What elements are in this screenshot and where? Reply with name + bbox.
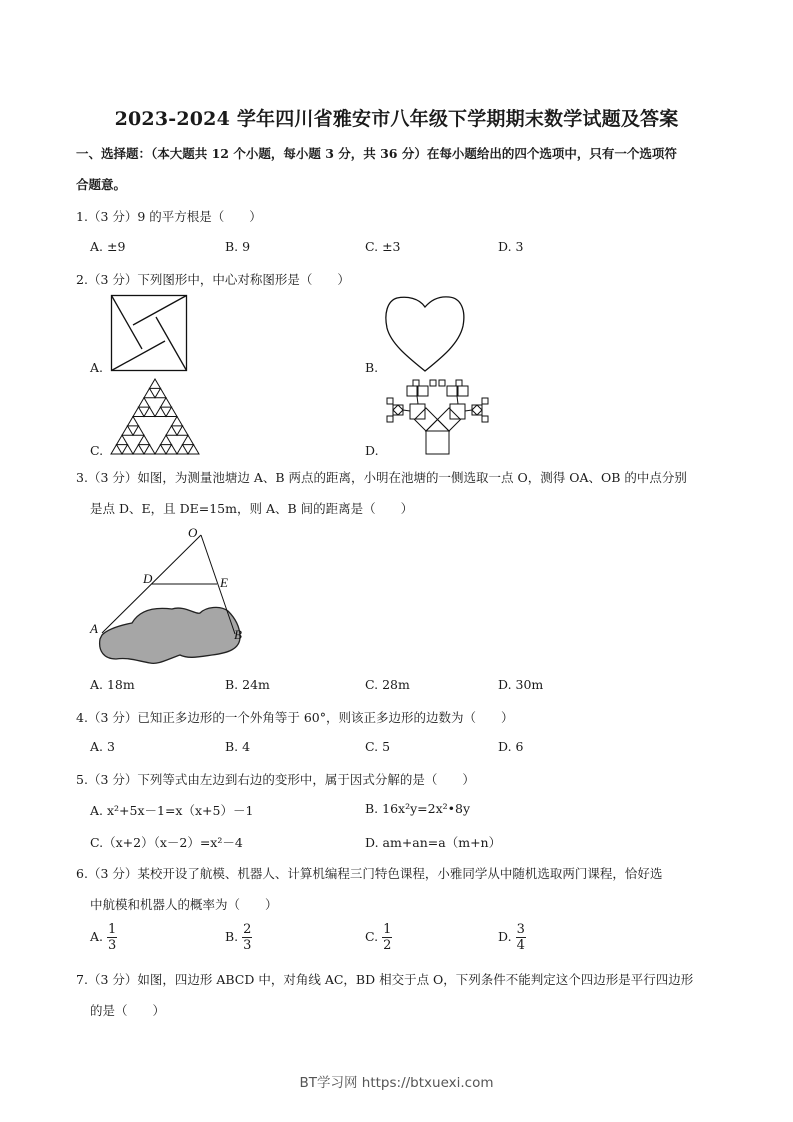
question-6-line2: 中航模和机器人的概率为（ ） (90, 897, 278, 912)
q3-option-a[interactable]: A. 18m (90, 677, 135, 692)
section-heading-line2: 合题意。 (76, 177, 127, 192)
pythagoras-tree-figure (385, 378, 490, 456)
q6-option-a[interactable]: A. $\frac{1}{3}$ (90, 922, 117, 953)
question-1: 1.（3 分）9 的平方根是（ ） (76, 209, 262, 224)
q4-option-b[interactable]: B. 4 (225, 739, 251, 754)
q1-option-d[interactable]: D. 3 (498, 239, 524, 254)
page-title: 2023-2024 学年四川省雅安市八年级下学期期末数学试题及答案 (114, 108, 679, 130)
q3-option-d[interactable]: D. 30m (498, 677, 544, 692)
label-o: O (188, 525, 198, 540)
fraction: $\frac{1}{3}$ (108, 922, 117, 953)
fraction: $\frac{3}{4}$ (516, 922, 525, 953)
section-heading (76, 138, 726, 200)
q1-option-a[interactable]: A. ±9 (90, 239, 126, 254)
q5-option-a[interactable]: A. x²+5x－1=x（x+5）－1 (90, 803, 254, 818)
label-b: B (234, 627, 242, 642)
question-5: 5.（3 分）下列等式由左边到右边的变形中，属于因式分解的是（ ） (76, 772, 475, 787)
question-3: 3.（3 分）如图，为测量池塘边 A、B 两点的距离，小明在池塘的一侧选取一点 O，测得 OA、OB 的中点分别 (76, 470, 687, 485)
sierpinski-triangle-figure (110, 378, 200, 455)
q2-option-b[interactable]: B. (365, 360, 379, 375)
q1-option-c[interactable]: C. ±3 (365, 239, 401, 254)
q5-option-d[interactable]: D. am+an=a（m+n） (365, 835, 502, 850)
q4-option-d[interactable]: D. 6 (498, 739, 524, 754)
section-heading-line1: 一、选择题：（本大题共 12 个小题，每小题 3 分，共 36 分）在每小题给出的四个选项中，只有一个选项符 (76, 146, 677, 161)
question-3-line2: 是点 D、E，且 DE=15m，则 A、B 间的距离是（ ） (90, 501, 414, 516)
q2-option-d[interactable]: D. (365, 443, 379, 458)
label-a: A (90, 621, 98, 636)
question-6: 6.（3 分）某校开设了航模、机器人、计算机编程三门特色课程，小雅同学从中随机选取两门课程，恰好选 (76, 866, 663, 881)
q6-option-d[interactable]: D. $\frac{3}{4}$ (498, 922, 525, 953)
q3-option-c[interactable]: C. 28m (365, 677, 410, 692)
question-2: 2.（3 分）下列图形中，中心对称图形是（ ） (76, 272, 350, 287)
question-7: 7.（3 分）如图，四边形 ABCD 中，对角线 AC，BD 相交于点 O，下列条件不能判定这个四边形是平行四边形 (76, 972, 694, 987)
q2-option-c[interactable]: C. (90, 443, 104, 458)
q1-option-b[interactable]: B. 9 (225, 239, 251, 254)
fraction: $\frac{2}{3}$ (243, 922, 252, 953)
question-4: 4.（3 分）已知正多边形的一个外角等于 60°，则该正多边形的边数为（ ） (76, 710, 514, 725)
question-7-line2: 的是（ ） (90, 1003, 166, 1018)
q5-option-b[interactable]: B. 16x²y=2x²•8y (365, 801, 471, 816)
pond-triangle-figure (88, 525, 253, 665)
fraction: $\frac{1}{2}$ (383, 922, 392, 953)
label-d: D (143, 571, 153, 586)
footer-watermark[interactable]: BT学习网 https://btxuexi.com (299, 1075, 494, 1091)
q6-option-c[interactable]: C. $\frac{1}{2}$ (365, 922, 392, 953)
square-pinwheel-figure (111, 295, 187, 371)
q2-option-a[interactable]: A. (90, 360, 104, 375)
q4-option-c[interactable]: C. 5 (365, 739, 391, 754)
q6-option-b[interactable]: B. $\frac{2}{3}$ (225, 922, 252, 953)
q5-option-c[interactable]: C.（x+2）（x－2）=x²－4 (90, 835, 243, 850)
q4-option-a[interactable]: A. 3 (90, 739, 115, 754)
q3-option-b[interactable]: B. 24m (225, 677, 270, 692)
heart-figure (385, 296, 467, 372)
label-e: E (220, 575, 228, 590)
